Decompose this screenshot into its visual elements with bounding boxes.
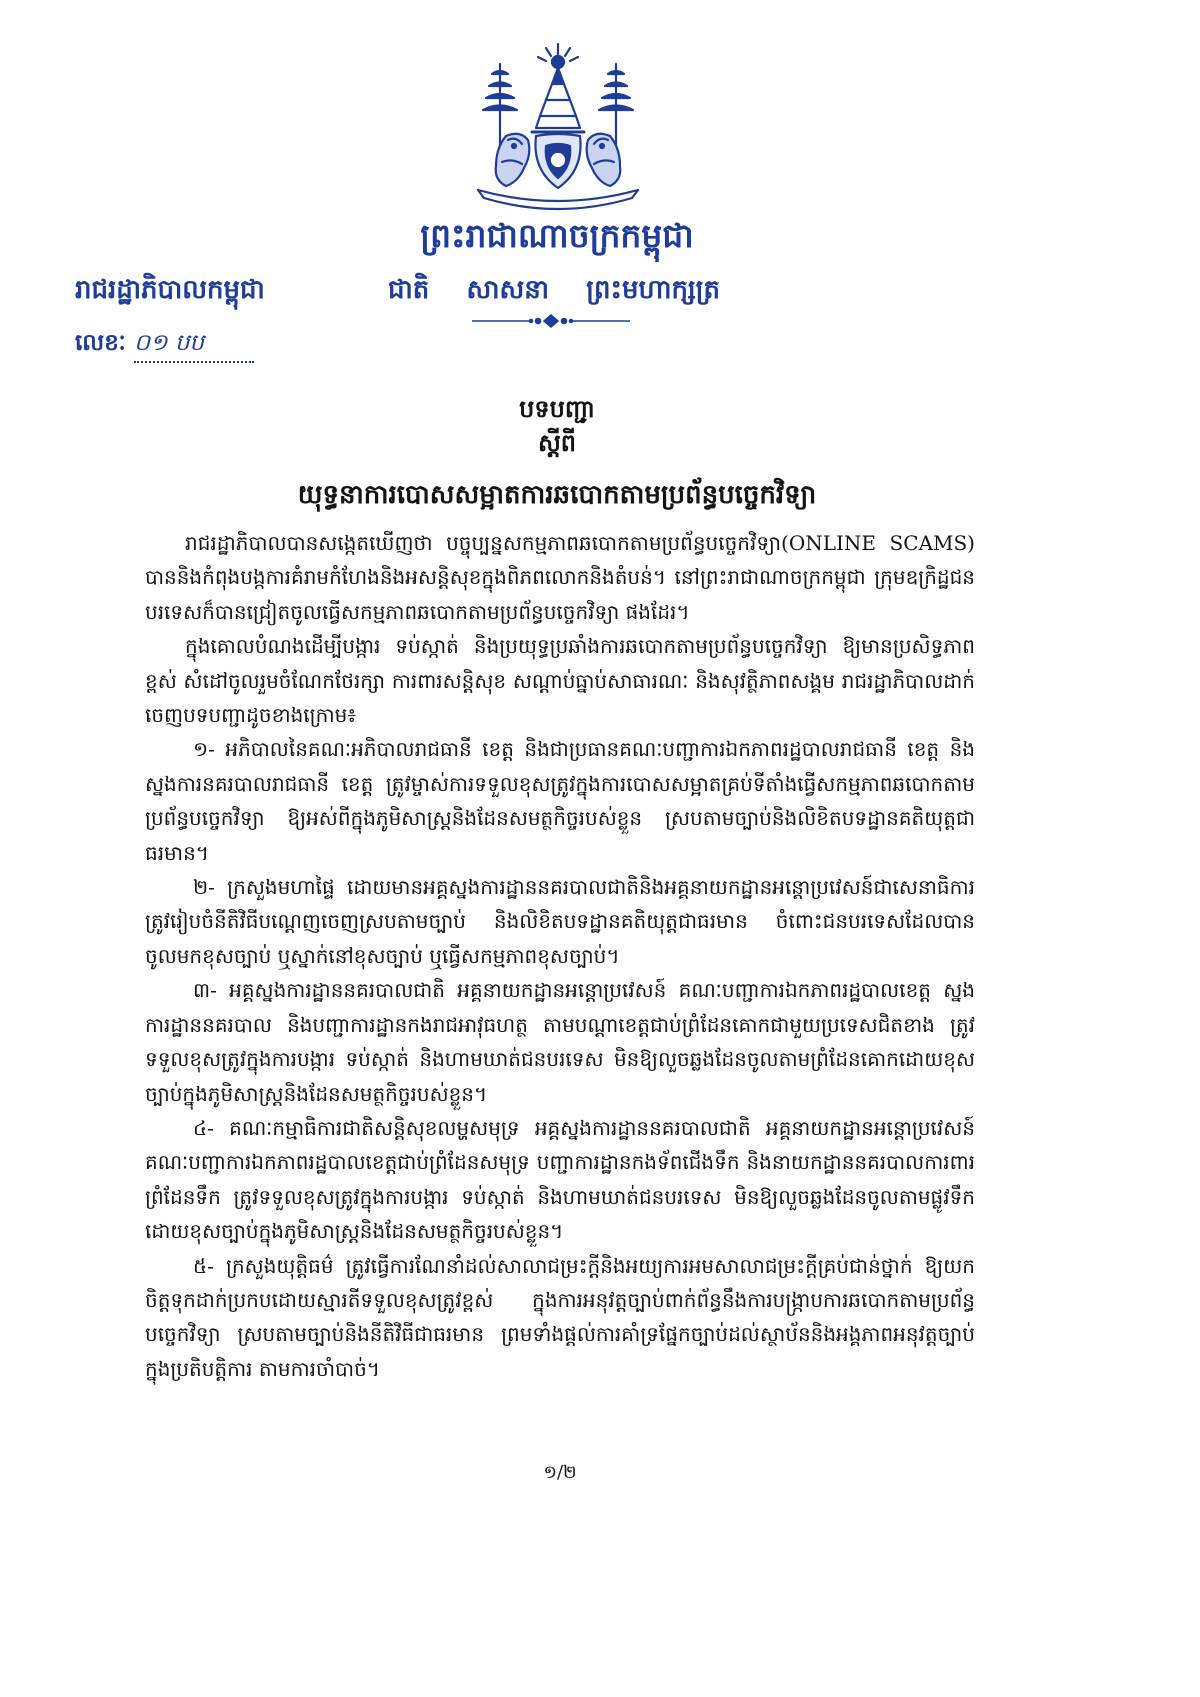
emblem-sun-rays bbox=[538, 44, 578, 68]
body-item-4: ៤- គណៈកម្មាធិការជាតិសន្តិសុខលម្ហសមុទ្រ អគ្គស្នងការដ្ឋាននគរបាលជាតិ អគ្គនាយកដ្ឋានអន្តោប្រវេសន៍ គណៈបញ្ជាការឯកភាពរដ្ឋបាលខេត្តជាប់ព្រំដែនសមុទ្រ បញ្ជាការដ្ឋានកងទ័ពជើងទឹក និងនាយកដ្ឋាននគរបាលការពារព្រំដែនទឹក ត្រូវទទួលខុសត្រូវក្នុងការបង្ការ ទប់ស្កាត់ និងហាមឃាត់ជនបរទេស មិនឱ្យលួចឆ្លងដែនចូលតាមផ្លូវទឹកដោយខុសច្បាប់ក្នុងភូមិសាស្ត្រនិងដែនសមត្ថកិច្ចរបស់ខ្លួន។ bbox=[145, 1115, 975, 1244]
motto-nation: ជាតិ bbox=[388, 275, 430, 305]
kingdom-heading: ព្រះរាជាណាចក្រកម្ពុជា bbox=[420, 216, 694, 255]
government-name: រាជរដ្ឋាភិបាលកម្ពុជា bbox=[75, 275, 265, 305]
emblem-crown bbox=[532, 68, 584, 132]
number-label: លេខៈ bbox=[75, 329, 126, 356]
page-number: ១/២ bbox=[543, 1462, 577, 1483]
number-value: ០១ បប bbox=[134, 325, 254, 363]
title-directive: បទបញ្ជា bbox=[519, 394, 595, 423]
title-subject: យុទ្ធនាការបោសសម្អាតការឆបោកតាមប្រព័ន្ធបច្ចេកវិទ្យា bbox=[297, 480, 817, 510]
emblem-shield bbox=[535, 134, 580, 188]
emblem-base-ribbon bbox=[478, 190, 638, 209]
document-title bbox=[157, 392, 957, 514]
motto-religion: សាសនា bbox=[466, 275, 550, 305]
royal-coat-of-arms-icon bbox=[466, 40, 650, 218]
document-number bbox=[75, 325, 254, 363]
body-item-1: ១- អភិបាលនៃគណៈអភិបាលរាជធានី ខេត្ត និងជាប្រធានគណៈបញ្ជាការឯកភាពរដ្ឋបាលរាជធានី ខេត្ត និងស្នងការនគរបាលរាជធានី ខេត្ត ត្រូវម្ចាស់ការទទួលខុសត្រូវក្នុងការបោសសម្អាតគ្រប់ទីតាំងធ្វើសកម្មភាពឆបោកតាមប្រព័ន្ធបច្ចេកវិទ្យា ឱ្យអស់ពីក្នុងភូមិសាស្ត្រនិងដែនសមត្ថកិច្ចរបស់ខ្លួន ស្របតាមច្បាប់និងលិខិតបទដ្ឋានគតិយុត្តជាធរមាន។ bbox=[145, 737, 975, 865]
document-body bbox=[145, 526, 975, 1431]
body-paragraph-intro: រាជរដ្ឋាភិបាលបានសង្កេតឃើញថា បច្ចុប្បន្នសកម្មភាពឆបោកតាមប្រព័ន្ធបច្ចេកវិទ្យា(ONLINE SCAMS) បាននិងកំពុងបង្កការគំរាមកំហែងនិងអសន្តិសុខក្នុងពិភពលោកនិងតំបន់។ នៅព្រះរាជាណាចក្រកម្ពុជា ក្រុមឧក្រិដ្ឋជនបរទេសក៏បានជ្រៀតចូលធ្វើសកម្មភាពឆបោកតាមប្រព័ន្ធបច្ចេកវិទ្យា ផងដែរ។ bbox=[145, 531, 975, 624]
body-paragraph-purpose: ក្នុងគោលបំណងដើម្បីបង្ការ ទប់ស្កាត់ និងប្រយុទ្ធប្រឆាំងការឆបោកតាមប្រព័ន្ធបច្ចេកវិទ្យា ឱ្យមានប្រសិទ្ធភាពខ្ពស់ សំដៅចូលរួមចំណែកថែរក្សា ការពារសន្តិសុខ សណ្តាប់ធ្នាប់សាធារណៈ និងសុវត្ថិភាពសង្គម រាជរដ្ឋាភិបាលដាក់ចេញបទបញ្ជាដូចខាងក្រោម៖ bbox=[145, 634, 975, 728]
title-on: ស្តីពី bbox=[537, 428, 577, 457]
body-item-5: ៥- ក្រសួងយុត្តិធម៌ ត្រូវធ្វើការណែនាំដល់សាលាជម្រះក្តីនិងអយ្យការអមសាលាជម្រះក្តីគ្រប់ជាន់ថ្នាក់ ឱ្យយកចិត្តទុកដាក់ប្រកបដោយស្មារតីទទួលខុសត្រូវខ្ពស់ ក្នុងការអនុវត្តច្បាប់ពាក់ព័ន្ធនឹងការបង្ក្រាបការឆបោកតាមប្រព័ន្ធបច្ចេកវិទ្យា ស្របតាមច្បាប់និងនីតិវិធីជាធរមាន ព្រមទាំងផ្តល់ការគាំទ្រផ្នែកច្បាប់ដល់ស្ថាប័ននិងអង្គភាពអនុវត្តច្បាប់ក្នុងប្រតិបត្តិការ តាមការចាំបាច់។ bbox=[145, 1253, 975, 1381]
body-item-3: ៣- អគ្គស្នងការដ្ឋាននគរបាលជាតិ អគ្គនាយកដ្ឋានអន្តោប្រវេសន៍ គណៈបញ្ជាការឯកភាពរដ្ឋបាលខេត្ត ស្នងការដ្ឋាននគរបាល និងបញ្ជាការដ្ឋានកងរាជអាវុធហត្ថ តាមបណ្តាខេត្តជាប់ព្រំដែនគោកជាមួយប្រទេសជិតខាង ត្រូវទទួលខុសត្រូវក្នុងការបង្ការ ទប់ស្កាត់ និងហាមឃាត់ជនបរទេស មិនឱ្យលួចឆ្លងដែនចូលតាមព្រំដែនគោកដោយខុសច្បាប់ក្នុងភូមិសាស្ត្រនិងដែនសមត្ថកិច្ចរបស់ខ្លួន។ bbox=[145, 978, 975, 1106]
divider-ornament-icon bbox=[468, 313, 634, 329]
motto-king: ព្រះមហាក្សត្រ bbox=[586, 275, 720, 305]
national-motto bbox=[388, 270, 720, 310]
body-item-2: ២- ក្រសួងមហាផ្ទៃ ដោយមានអគ្គស្នងការដ្ឋាននគរបាលជាតិនិងអគ្គនាយកដ្ឋានអន្តោប្រវេសន៍ជាសេនាធិការ ត្រូវរៀបចំនីតិវិធីបណ្តេញចេញស្របតាមច្បាប់ និងលិខិតបទដ្ឋានគតិយុត្តជាធរមាន ចំពោះជនបរទេសដែលបានចូលមកខុសច្បាប់ ឬស្នាក់នៅខុសច្បាប់ ឬធ្វើសកម្មភាពខុសច្បាប់។ bbox=[145, 875, 975, 968]
